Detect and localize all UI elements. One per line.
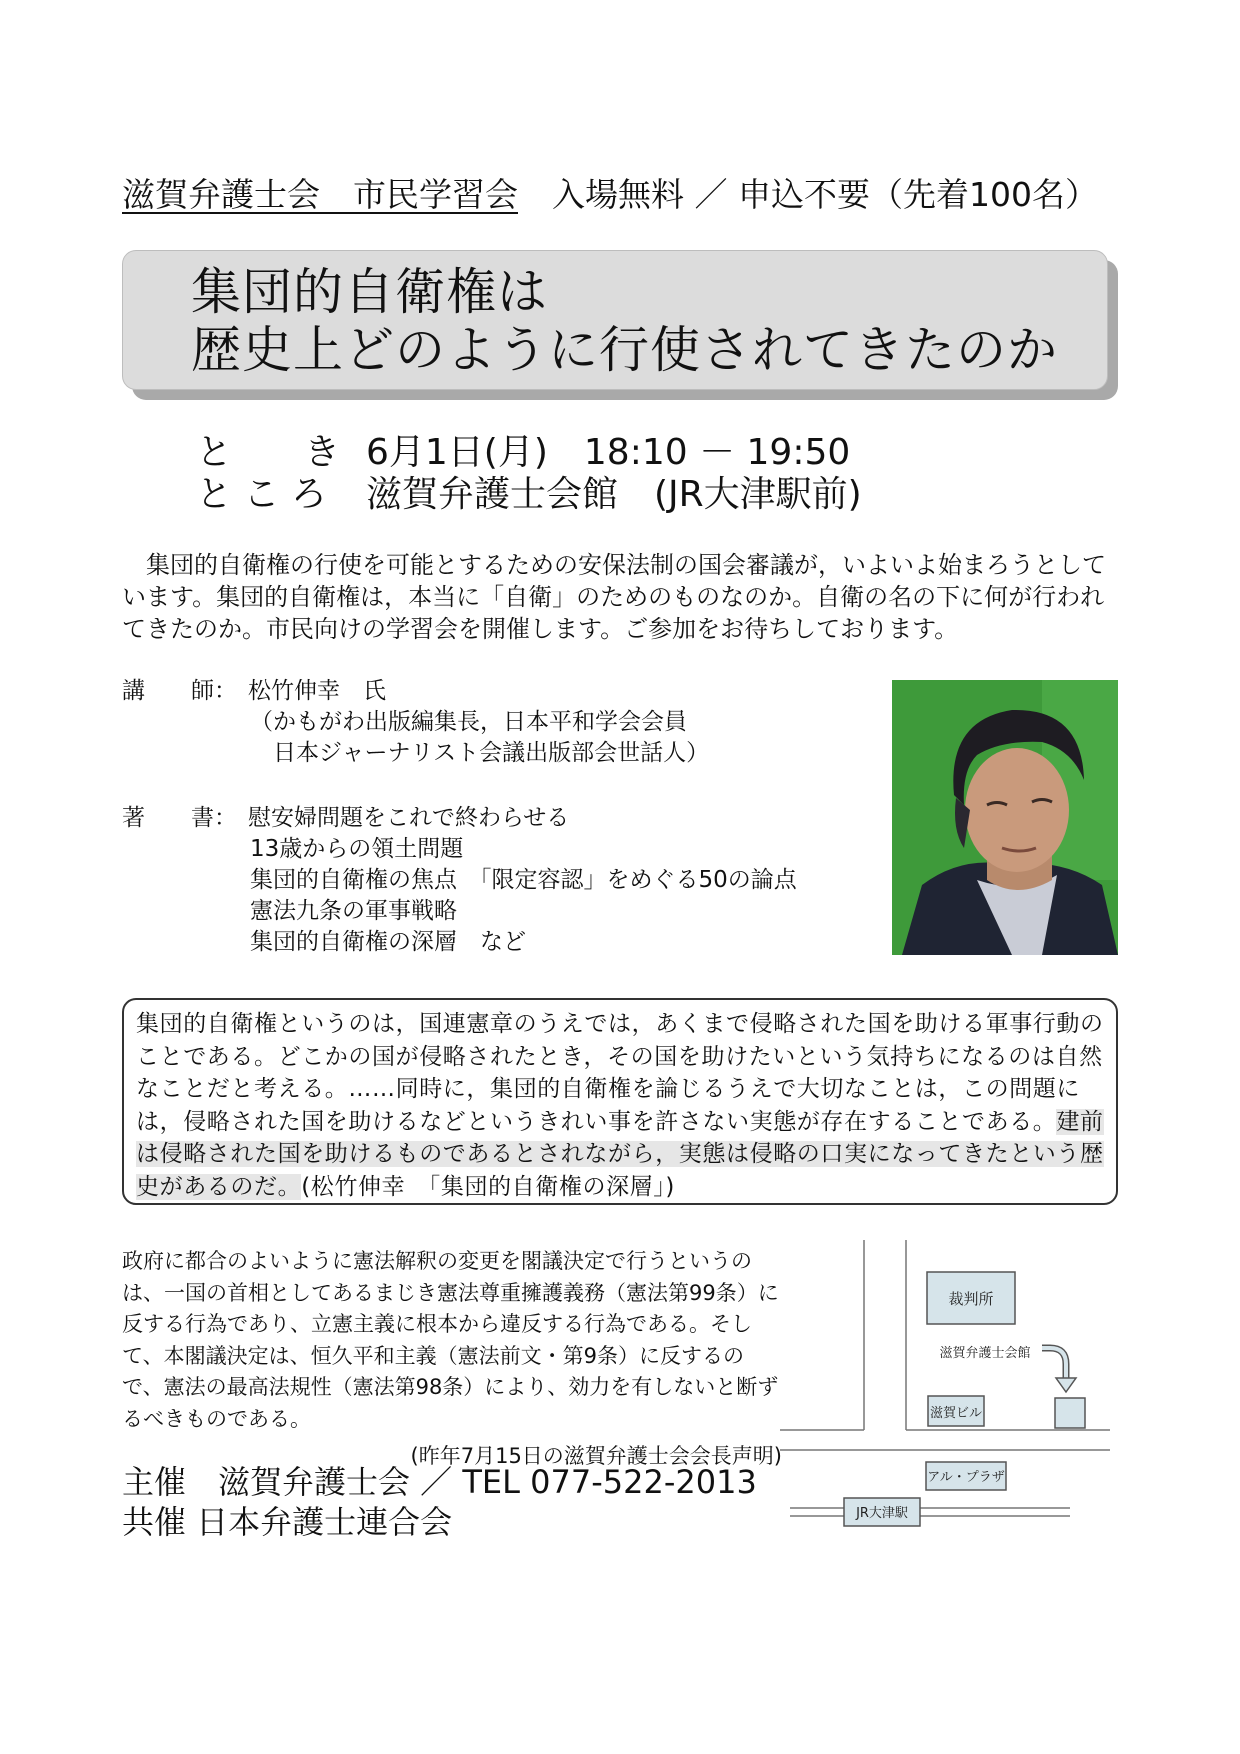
speaker-affiliation-1: （かもがわ出版編集長，日本平和学会会員 (250, 709, 687, 735)
bar-hall-label: 滋賀弁護士会館 (939, 1346, 1031, 1361)
map-drawing (780, 1240, 1120, 1540)
intro-paragraph (122, 549, 1122, 645)
book-item: 13歳からの領土問題 (250, 836, 464, 862)
when-row (196, 432, 862, 474)
where-row (196, 474, 862, 516)
quote-box (122, 998, 1118, 1205)
when-value: 6月1日(月) 18:10 － 19:50 (366, 432, 851, 473)
book-item: 慰安婦問題をこれで終わらせる (248, 805, 570, 831)
book-item: 集団的自衛権の深層 など (250, 929, 526, 955)
speaker-portrait-icon (892, 680, 1118, 955)
books-label: 著 書： (122, 805, 237, 831)
shiga-building-label: 滋賀ビル (929, 1406, 983, 1421)
bar-hall-building (1055, 1398, 1085, 1428)
event-header (122, 170, 1122, 220)
arrow-icon (1042, 1348, 1066, 1378)
quote-part-1: 集団的自衛権というのは，国連憲章のうえでは，あくまで侵略された国を助ける軍事行動のことである。どこかの国が侵略されたとき，その国を助けたいという気持ちになるのは自然なことだと考える。……同時に，集団的自衛権を論じるうえで大切なことは，この問題には，侵略された国を助けるなどというきれい事を許さない実態が存在することである。 (136, 1011, 1104, 1135)
books-block (122, 803, 797, 958)
where-label: と こ ろ (196, 474, 327, 515)
book-item: 憲法九条の軍事戦略 (250, 898, 457, 924)
speaker-affiliation-2: 日本ジャーナリスト会議出版部会世話人） (250, 740, 710, 766)
schedule-block (196, 432, 862, 516)
speaker-label: 講 師： (122, 678, 237, 704)
speaker-name: 松竹伸幸 氏 (248, 678, 386, 704)
speaker-photo (892, 680, 1118, 955)
statement-source: (昨年7月15日の滋賀弁護士会会長声明) (410, 1444, 782, 1468)
arrow-head-icon (1056, 1378, 1076, 1392)
speaker-block (122, 676, 709, 769)
cohost-line: 共催 日本弁護士連合会 (122, 1503, 453, 1541)
title-line-1: 集団的自衛権は (191, 263, 548, 321)
access-map (780, 1240, 1120, 1540)
bar-statement (122, 1246, 782, 1473)
admission-info: 入場無料 ／ 申込不要（先着100名） (552, 175, 1098, 214)
quote-text (136, 1008, 1104, 1203)
title-banner (122, 250, 1108, 390)
where-value: 滋賀弁護士会館 (JR大津駅前) (366, 474, 862, 515)
statement-text: 政府に都合のよいように憲法解釈の変更を閣議決定で行うというのは、一国の首相としてあるまじき憲法尊重擁護義務（憲法第99条）に反する行為であり、立憲主義に根本から違反する行為である。そして、本閣議決定は、恒久平和主義（憲法前文・第9条）に反するので、憲法の最高法規性（憲法第98条）により、効力を有しないと断ずるべきものである。 (122, 1249, 779, 1431)
when-label: と き (196, 432, 341, 473)
quote-highlight: 建前は侵略された国を助けるものであるとされながら，実態は侵略の口実になってきたという歴史があるのだ。 (136, 1108, 1104, 1200)
intro-text: 集団的自衛権の行使を可能とするための安保法制の国会審議が，いよいよ始まろうとしています。集団的自衛権は，本当に「自衛」のためのものなのか。自衛の名の下に何が行われてきたのか。市民向けの学習会を開催します。ご参加をお待ちしております。 (122, 551, 1106, 643)
organizer-block (122, 1462, 757, 1542)
court-label: 裁判所 (948, 1290, 994, 1308)
host-line: 主催 滋賀弁護士会 ／ TEL 077-522-2013 (122, 1463, 757, 1501)
org-event-title: 滋賀弁護士会 市民学習会 (122, 175, 518, 214)
title-line-2: 歴史上どのように行使されてきたのか (191, 321, 1058, 379)
station-label: JR大津駅 (856, 1506, 908, 1521)
quote-source: (松竹伸幸 「集団的自衛権の深層」) (301, 1173, 675, 1200)
al-plaza-label: アル・プラザ (927, 1470, 1005, 1485)
book-item: 集団的自衛権の焦点 「限定容認」をめぐる50の論点 (250, 867, 797, 893)
